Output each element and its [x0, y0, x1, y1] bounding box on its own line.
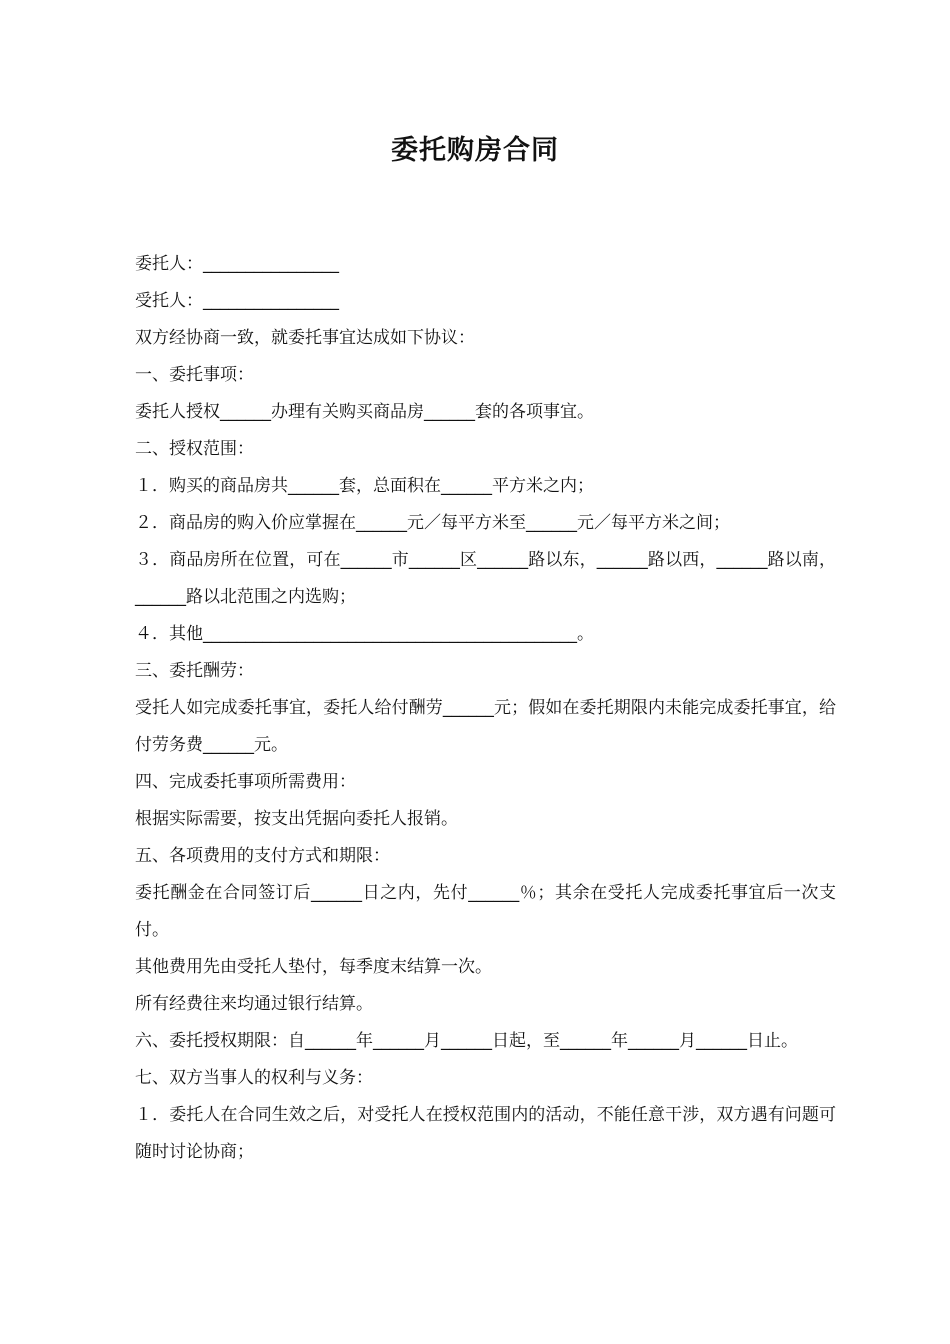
- paragraph: 其他费用先由受托人垫付，每季度末结算一次。: [135, 957, 492, 977]
- clause: ２．商品房的购入价应掌握在______元／每平方米至______元／每平方米之间；: [135, 513, 730, 533]
- contract-body: [116, 246, 836, 1171]
- principal-line: 委托人：________________: [135, 254, 339, 274]
- agreement-intro: 双方经协商一致，就委托事宜达成如下协议：: [135, 328, 475, 348]
- section-heading-4: 四、完成委托事项所需费用：: [135, 772, 356, 792]
- paragraph: 受托人如完成委托事宜，委托人给付酬劳______元；假如在委托期限内未能完成委托事宜，给付劳务费______元。: [135, 698, 836, 755]
- clause: １．购买的商品房共______套，总面积在______平方米之内；: [135, 476, 594, 496]
- clause: ３．商品房所在位置，可在______市______区______路以东，______路以西，______路以南，______路以北范围之内选购；: [135, 550, 836, 607]
- section-heading-2: 二、授权范围：: [135, 439, 254, 459]
- section-heading-7: 七、双方当事人的权利与义务：: [135, 1068, 373, 1088]
- agent-line: 受托人：________________: [135, 291, 339, 311]
- section-heading-5: 五、各项费用的支付方式和期限：: [135, 846, 390, 866]
- section-heading-1: 一、委托事项：: [135, 365, 254, 385]
- clause: １．委托人在合同生效之后，对受托人在授权范围内的活动，不能任意干涉，双方遇有问题可随时讨论协商；: [135, 1105, 836, 1162]
- document-title: 委托购房合同: [391, 135, 559, 166]
- clause: ４．其他____________________________________________。: [135, 624, 594, 644]
- paragraph: 委托人授权______办理有关购买商品房______套的各项事宜。: [135, 402, 594, 422]
- paragraph: 所有经费往来均通过银行结算。: [135, 994, 373, 1014]
- paragraph: 根据实际需要，按支出凭据向委托人报销。: [135, 809, 458, 829]
- section-heading-3: 三、委托酬劳：: [135, 661, 254, 681]
- section-heading-6: 六、委托授权期限：自______年______月______日起，至______年______月______日止。: [135, 1031, 798, 1051]
- paragraph: 委托酬金在合同签订后______日之内，先付______％；其余在受托人完成委托事宜后一次支付。: [135, 883, 836, 940]
